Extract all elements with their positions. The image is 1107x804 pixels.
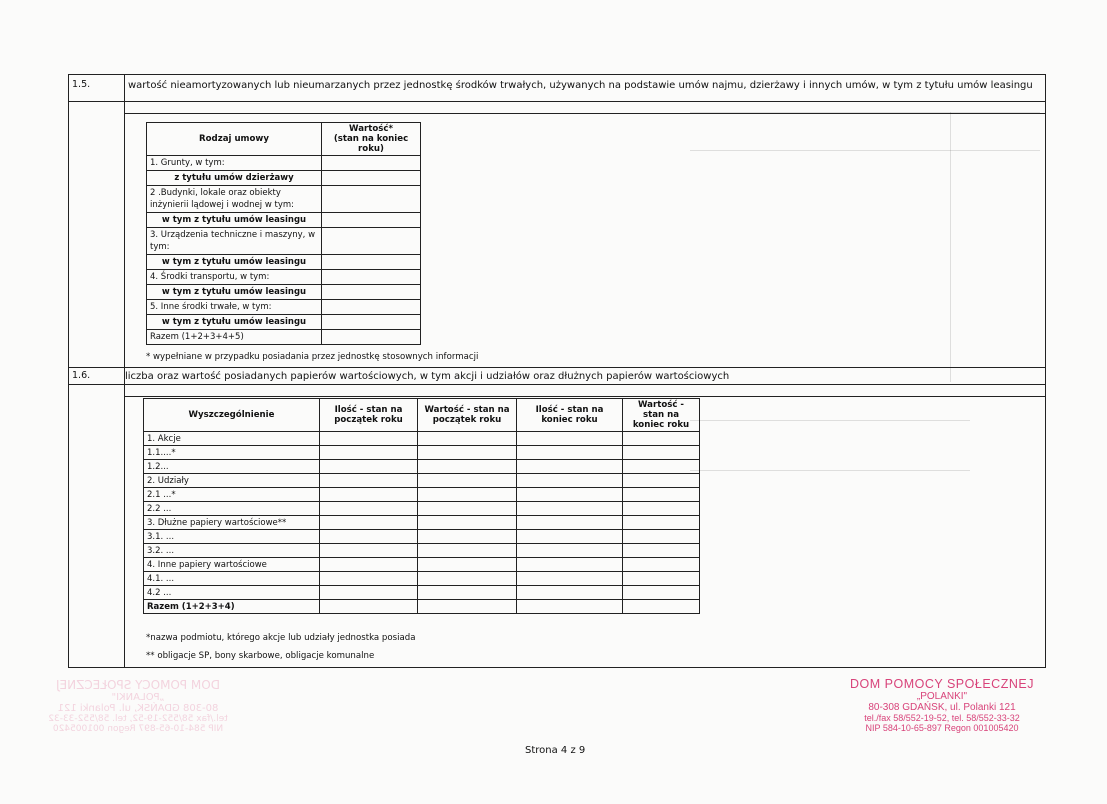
value-cell[interactable] (623, 460, 700, 474)
column-header: Wyszczególnienie (144, 399, 320, 432)
section-title: liczba oraz wartość posiadanych papierów wartościowych, w tym akcji i udziałów oraz dłużnych papierów wartościowych (125, 371, 730, 382)
value-cell[interactable] (517, 530, 623, 544)
value-cell[interactable] (320, 432, 418, 446)
bleed-through-line (690, 150, 1040, 151)
table-row (144, 530, 700, 544)
table-row (144, 600, 700, 614)
value-cell[interactable] (418, 446, 517, 460)
institution-stamp (836, 677, 1048, 733)
row-label: 3.1. ... (144, 530, 320, 544)
frame-divider (68, 384, 1046, 385)
value-cell[interactable] (623, 544, 700, 558)
footnote: ** obligacje SP, bony skarbowe, obligacje komunalne (146, 651, 375, 661)
table-row (144, 558, 700, 572)
value-cell[interactable] (517, 446, 623, 460)
bleed-stamp-line: NIP 584-10-65-897 Regon 001005420 (52, 724, 224, 734)
row-label: 3. Urządzenia techniczne i maszyny, w tym: (147, 228, 322, 255)
bleed-through-line (690, 470, 970, 471)
row-label: w tym z tytułu umów leasingu (147, 213, 322, 228)
table-row (144, 474, 700, 488)
table-row (144, 460, 700, 474)
value-cell[interactable] (320, 544, 418, 558)
row-label: 2.2 ... (144, 502, 320, 516)
value-cell[interactable] (517, 600, 623, 614)
value-cell[interactable] (418, 572, 517, 586)
value-cell[interactable] (322, 270, 421, 285)
value-cell[interactable] (623, 488, 700, 502)
value-cell[interactable] (418, 460, 517, 474)
frame-divider (68, 367, 1046, 368)
row-label: 4. Inne papiery wartościowe (144, 558, 320, 572)
value-cell[interactable] (322, 255, 421, 270)
column-header: Rodzaj umowy (147, 123, 322, 156)
row-label: w tym z tytułu umów leasingu (147, 285, 322, 300)
value-cell[interactable] (320, 600, 418, 614)
row-label: 4. Środki transportu, w tym: (147, 270, 322, 285)
value-cell[interactable] (320, 502, 418, 516)
value-cell[interactable] (322, 285, 421, 300)
table-row (147, 330, 421, 345)
value-cell[interactable] (623, 558, 700, 572)
value-cell[interactable] (322, 213, 421, 228)
value-cell[interactable] (623, 530, 700, 544)
frame-top (68, 74, 1046, 75)
value-cell[interactable] (418, 600, 517, 614)
value-cell[interactable] (320, 558, 418, 572)
value-cell[interactable] (320, 586, 418, 600)
frame-bottom (68, 667, 1046, 668)
row-label: 2.1 ...* (144, 488, 320, 502)
value-cell[interactable] (320, 488, 418, 502)
frame-divider (124, 396, 1046, 397)
column-header: Ilość - stan na początek roku (320, 399, 418, 432)
table-row (147, 228, 421, 255)
table-row (147, 255, 421, 270)
table-row (147, 285, 421, 300)
value-cell[interactable] (418, 474, 517, 488)
table-row (144, 446, 700, 460)
row-label: Razem (1+2+3+4) (144, 600, 320, 614)
value-cell[interactable] (418, 530, 517, 544)
row-label: 2 .Budynki, lokale oraz obiekty inżynierii lądowej i wodnej w tym: (147, 186, 322, 213)
bleed-through-line (690, 420, 970, 421)
row-label: 2. Udziały (144, 474, 320, 488)
frame-right (1045, 74, 1046, 668)
value-cell[interactable] (320, 474, 418, 488)
value-cell[interactable] (320, 572, 418, 586)
table-row (144, 488, 700, 502)
bleed-through-stamp (28, 678, 248, 734)
value-cell[interactable] (623, 502, 700, 516)
value-cell[interactable] (322, 156, 421, 171)
value-cell[interactable] (322, 228, 421, 255)
row-label: 1. Akcje (144, 432, 320, 446)
table-row (144, 432, 700, 446)
frame-left (68, 74, 69, 668)
value-cell[interactable] (322, 300, 421, 315)
value-cell[interactable] (418, 544, 517, 558)
section-title: wartość nieamortyzowanych lub nieumarzanych przez jednostkę środków trwałych, używanych na podstawie umów najmu, dzierżawy i innych umów, w tym z tytułu umów leasingu (128, 80, 1033, 91)
table-row (144, 544, 700, 558)
value-cell[interactable] (418, 502, 517, 516)
value-cell[interactable] (517, 586, 623, 600)
row-label: 5. Inne środki trwałe, w tym: (147, 300, 322, 315)
value-cell[interactable] (322, 186, 421, 213)
row-label: 4.2 ... (144, 586, 320, 600)
table-row (144, 502, 700, 516)
table-row (147, 213, 421, 228)
frame-divider (124, 113, 1046, 114)
value-cell[interactable] (623, 586, 700, 600)
value-cell[interactable] (623, 446, 700, 460)
row-label: 3.2. ... (144, 544, 320, 558)
value-cell[interactable] (623, 474, 700, 488)
bleed-stamp-line: 80-308 GDAŃSK, ul. Polanki 121 (57, 703, 219, 714)
table-row (147, 300, 421, 315)
bleed-stamp-line: DOM POMOCY SPOŁECZNEJ (56, 678, 220, 692)
row-label: 1.2... (144, 460, 320, 474)
column-header: Wartość - stan na początek roku (418, 399, 517, 432)
value-cell[interactable] (322, 330, 421, 345)
table-row (147, 171, 421, 186)
value-cell[interactable] (517, 432, 623, 446)
value-cell[interactable] (418, 432, 517, 446)
bleed-through-line (950, 112, 951, 382)
stamp-line: 80-308 GDAŃSK, ul. Polanki 121 (868, 702, 1016, 713)
row-label: Razem (1+2+3+4+5) (147, 330, 322, 345)
value-cell[interactable] (517, 502, 623, 516)
table-row (147, 156, 421, 171)
value-cell[interactable] (623, 432, 700, 446)
stamp-line: tel./fax 58/552-19-52, tel. 58/552-33-32 (864, 713, 1020, 723)
lease-assets-table (146, 122, 421, 345)
value-cell[interactable] (418, 558, 517, 572)
section-number: 1.6. (72, 370, 91, 381)
value-cell[interactable] (517, 460, 623, 474)
bleed-stamp-line: tel./fax 58/552-19-52, tel. 58/552-33-32 (48, 714, 228, 724)
footnote: *nazwa podmiotu, którego akcje lub udziały jednostka posiada (146, 633, 416, 643)
row-label: 3. Dłużne papiery wartościowe** (144, 516, 320, 530)
value-cell[interactable] (322, 315, 421, 330)
stamp-line: „POLANKI" (916, 691, 968, 702)
bleed-stamp-line: „POLANKI" (111, 692, 165, 703)
page-number: Strona 4 z 9 (525, 745, 586, 756)
table-row (147, 186, 421, 213)
value-cell[interactable] (623, 600, 700, 614)
row-label: z tytułu umów dzierżawy (147, 171, 322, 186)
value-cell[interactable] (320, 446, 418, 460)
column-header: Wartość* (stan na koniec roku) (322, 123, 421, 156)
value-cell[interactable] (418, 488, 517, 502)
value-cell[interactable] (623, 516, 700, 530)
table-row (144, 586, 700, 600)
column-header: Wartość - stan na koniec roku (623, 399, 700, 432)
section-number: 1.5. (72, 79, 91, 90)
row-label: 1. Grunty, w tym: (147, 156, 322, 171)
value-cell[interactable] (517, 558, 623, 572)
footnote: * wypełniane w przypadku posiadania przez jednostkę stosownych informacji (146, 352, 479, 362)
table-row (144, 572, 700, 586)
value-cell[interactable] (320, 516, 418, 530)
value-cell[interactable] (320, 530, 418, 544)
table-row (147, 270, 421, 285)
column-header: Ilość - stan na koniec roku (517, 399, 623, 432)
value-cell[interactable] (517, 488, 623, 502)
row-label: 1.1....* (144, 446, 320, 460)
stamp-line: NIP 584-10-65-897 Regon 001005420 (865, 723, 1019, 733)
frame-divider (68, 101, 1046, 102)
value-cell[interactable] (418, 586, 517, 600)
securities-table (143, 398, 700, 614)
value-cell[interactable] (623, 572, 700, 586)
value-cell[interactable] (517, 474, 623, 488)
value-cell[interactable] (320, 460, 418, 474)
value-cell[interactable] (517, 572, 623, 586)
row-label: w tym z tytułu umów leasingu (147, 315, 322, 330)
stamp-line: DOM POMOCY SPOŁECZNEJ (850, 677, 1034, 691)
value-cell[interactable] (517, 544, 623, 558)
table-row (147, 315, 421, 330)
row-label: 4.1. ... (144, 572, 320, 586)
row-label: w tym z tytułu umów leasingu (147, 255, 322, 270)
value-cell[interactable] (418, 516, 517, 530)
value-cell[interactable] (322, 171, 421, 186)
value-cell[interactable] (517, 516, 623, 530)
table-row (144, 516, 700, 530)
